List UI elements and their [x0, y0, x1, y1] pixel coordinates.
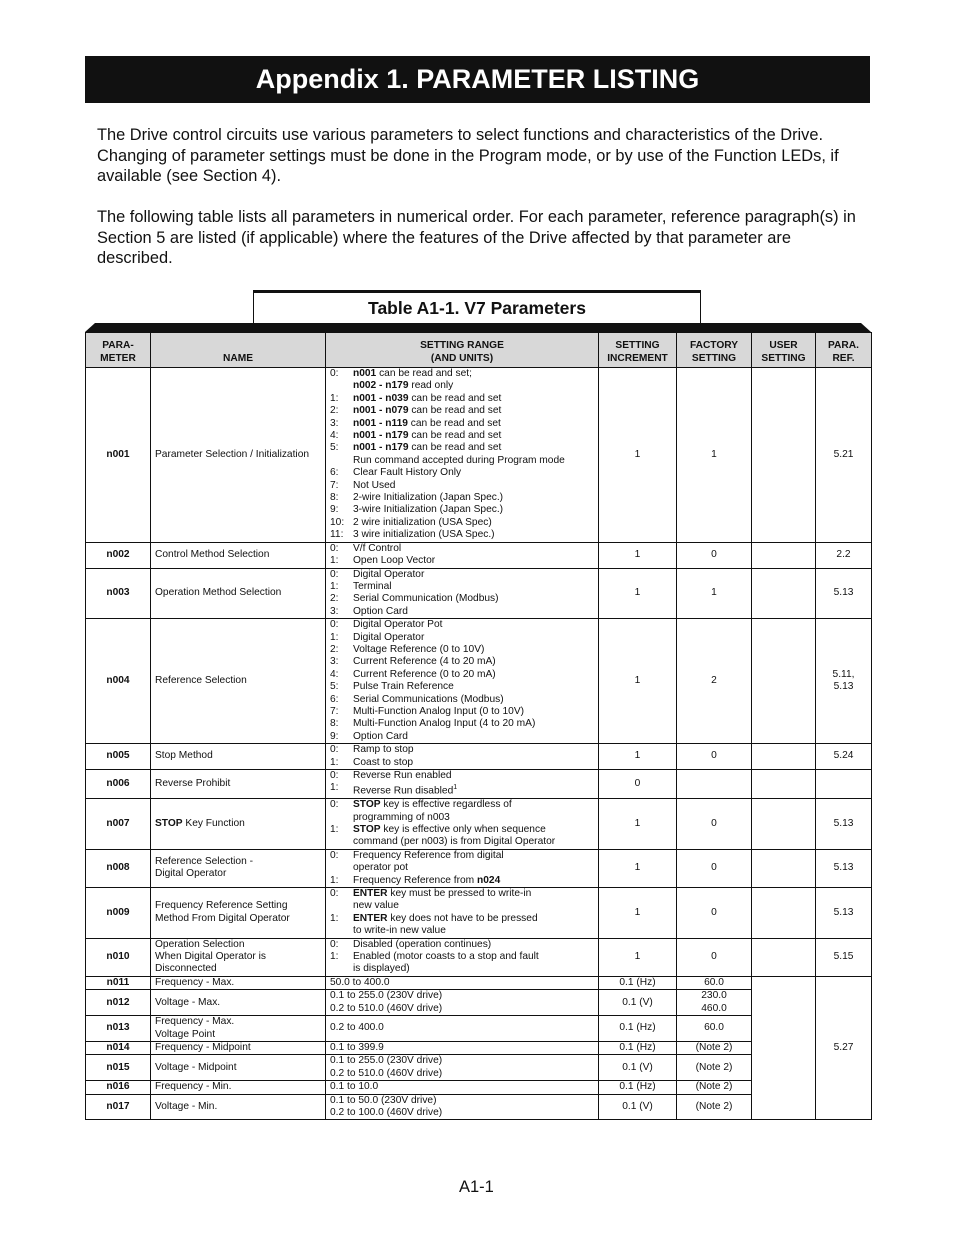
range-option: new value: [353, 900, 399, 912]
range-option: 0: Digital Operator Pot: [330, 619, 443, 631]
range-option: 1: Digital Operator: [330, 631, 425, 643]
table-row: [86, 849, 872, 887]
setting-range: [326, 368, 599, 543]
range-option: 9: Option Card: [330, 730, 408, 742]
intro-paragraph-1: The Drive control circuits use various parameters to select functions and characteristics of the Drive. Changing of parameter settings must be done in the Program mode, or by use of the Function LEDs, if available (see Section 4).: [97, 126, 839, 185]
parameter-code: n011: [86, 976, 151, 989]
setting-increment: 1: [599, 368, 677, 543]
header-parameter: PARA- METER: [86, 333, 151, 368]
setting-range: 0.1 to 10.0: [326, 1081, 599, 1094]
range-option: 7: Multi-Function Analog Input (0 to 10V): [330, 705, 525, 717]
table-row: [86, 542, 872, 568]
parameter-code: n005: [86, 744, 151, 770]
setting-range: [326, 744, 599, 770]
setting-range: 0.1 to 50.0 (230V drive) 0.2 to 100.0 (460V drive): [326, 1094, 599, 1120]
parameter-table: [85, 332, 872, 1120]
parameter-code: n003: [86, 568, 151, 619]
range-option: 0: Digital Operator: [330, 568, 425, 580]
user-setting: [752, 744, 816, 770]
setting-range: 50.0 to 400.0: [326, 976, 599, 989]
range-option: 3: Option Card: [330, 605, 408, 617]
setting-range: [326, 542, 599, 568]
setting-increment: 0.1 (V): [599, 1055, 677, 1081]
range-option: to write-in new value: [353, 925, 446, 937]
parameter-name: Frequency - Max. Voltage Point: [151, 1016, 326, 1042]
para-ref: 2.2: [816, 542, 872, 568]
range-option: 1: Coast to stop: [330, 756, 414, 768]
user-setting: [752, 976, 816, 1119]
setting-increment: 0.1 (V): [599, 990, 677, 1016]
user-setting: [752, 888, 816, 939]
parameter-code: n010: [86, 938, 151, 976]
parameter-name: Voltage - Midpoint: [151, 1055, 326, 1081]
range-option: 1: Frequency Reference from n024: [330, 874, 501, 886]
parameter-code: n009: [86, 888, 151, 939]
user-setting: [752, 849, 816, 887]
setting-increment: 1: [599, 619, 677, 744]
parameter-name: Reverse Prohibit: [151, 770, 326, 799]
range-option: Run command accepted during Program mode: [353, 454, 565, 466]
factory-setting: 60.0: [677, 976, 752, 989]
user-setting: [752, 542, 816, 568]
range-option: command (per n003) is from Digital Operator: [353, 836, 556, 848]
range-option: 0: n001 can be read and set;: [330, 368, 472, 379]
para-ref: 5.24: [816, 744, 872, 770]
setting-increment: 1: [599, 568, 677, 619]
setting-increment: 1: [599, 799, 677, 850]
range-option: 6: Clear Fault History Only: [330, 467, 462, 479]
header-factory-setting: FACTORY SETTING: [677, 333, 752, 368]
range-option: programming of n003: [353, 811, 450, 823]
setting-increment: 1: [599, 888, 677, 939]
setting-increment: 0: [599, 770, 677, 799]
range-option: 6: Serial Communications (Modbus): [330, 693, 504, 705]
parameter-name: Frequency - Midpoint: [151, 1041, 326, 1054]
range-option: 8: Multi-Function Analog Input (4 to 20 mA): [330, 718, 536, 730]
page-number: A1-1: [459, 1178, 494, 1196]
factory-setting: 230.0 460.0: [677, 990, 752, 1016]
para-ref: [816, 770, 872, 799]
factory-setting: 0: [677, 542, 752, 568]
parameter-name: Frequency Reference Setting Method From Digital Operator: [151, 888, 326, 939]
range-option: 1: Open Loop Vector: [330, 555, 436, 567]
para-ref: 5.13: [816, 888, 872, 939]
setting-increment: 0.1 (Hz): [599, 1016, 677, 1042]
range-option: 1: Terminal: [330, 580, 392, 592]
parameter-code: n016: [86, 1081, 151, 1094]
range-option: operator pot: [353, 862, 408, 874]
range-option: 1: Reverse Run disabled$^1$: [330, 782, 458, 797]
parameter-code: n017: [86, 1094, 151, 1120]
setting-range: [326, 568, 599, 619]
range-option: 5: Pulse Train Reference: [330, 681, 454, 693]
factory-setting: 2: [677, 619, 752, 744]
parameter-name: STOP Key Function: [151, 799, 326, 850]
header-user-setting: USER SETTING: [752, 333, 816, 368]
setting-range: [326, 888, 599, 939]
factory-setting: 0: [677, 744, 752, 770]
parameter-code: n002: [86, 542, 151, 568]
para-ref: 5.13: [816, 799, 872, 850]
intro-paragraph-2: The following table lists all parameters in numerical order. For each parameter, reference paragraph(s) in Section 5 are listed (if applicable) where the features of the Drive affected by that parameter are described.: [97, 208, 856, 267]
setting-increment: 0.1 (Hz): [599, 1041, 677, 1054]
table-title: Table A1-1. V7 Parameters: [253, 290, 701, 323]
user-setting: [752, 619, 816, 744]
range-option: 7: Not Used: [330, 479, 396, 491]
setting-range: 0.2 to 400.0: [326, 1016, 599, 1042]
factory-setting: 0: [677, 849, 752, 887]
setting-increment: 1: [599, 744, 677, 770]
parameter-code: n006: [86, 770, 151, 799]
factory-setting: 0: [677, 938, 752, 976]
factory-setting: 0: [677, 888, 752, 939]
setting-increment: 0.1 (V): [599, 1094, 677, 1120]
parameter-code: n004: [86, 619, 151, 744]
range-option: 1: STOP key is effective only when sequence: [330, 824, 546, 836]
setting-range: [326, 849, 599, 887]
header-para-ref: PARA. REF.: [816, 333, 872, 368]
setting-range: [326, 619, 599, 744]
parameter-name: Operation Selection When Digital Operator is Disconnected: [151, 938, 326, 976]
factory-setting: (Note 2): [677, 1094, 752, 1120]
parameter-code: n008: [86, 849, 151, 887]
parameter-name: Voltage - Max.: [151, 990, 326, 1016]
header-setting-increment: SETTING INCREMENT: [599, 333, 677, 368]
table-row: [86, 799, 872, 850]
range-option: 11: 3 wire initialization (USA Spec.): [330, 529, 495, 541]
factory-setting: (Note 2): [677, 1081, 752, 1094]
range-option: 0: V/f Control: [330, 542, 402, 554]
range-option: 4: n001 - n179 can be read and set: [330, 430, 502, 442]
header-setting-range: SETTING RANGE (AND UNITS): [326, 333, 599, 368]
parameter-code: n013: [86, 1016, 151, 1042]
parameter-code: n015: [86, 1055, 151, 1081]
para-ref: 5.13: [816, 568, 872, 619]
range-option: 0: ENTER key must be pressed to write-in: [330, 888, 532, 900]
setting-range: 0.1 to 255.0 (230V drive) 0.2 to 510.0 (460V drive): [326, 990, 599, 1016]
range-option: 0: Ramp to stop: [330, 744, 414, 756]
factory-setting: 1: [677, 568, 752, 619]
header-name: NAME: [151, 333, 326, 368]
parameter-name: Stop Method: [151, 744, 326, 770]
setting-range: [326, 938, 599, 976]
setting-increment: 1: [599, 542, 677, 568]
parameter-name: Voltage - Min.: [151, 1094, 326, 1120]
user-setting: [752, 938, 816, 976]
range-option: 0: STOP key is effective regardless of: [330, 799, 512, 811]
parameter-code: n007: [86, 799, 151, 850]
setting-range: 0.1 to 255.0 (230V drive) 0.2 to 510.0 (460V drive): [326, 1055, 599, 1081]
table-row: [86, 976, 872, 989]
para-ref: 5.21: [816, 368, 872, 543]
table-top-bar: [85, 323, 871, 332]
parameter-code: n014: [86, 1041, 151, 1054]
setting-range: 0.1 to 399.9: [326, 1041, 599, 1054]
table-row: [86, 368, 872, 543]
range-option: 4: Current Reference (0 to 20 mA): [330, 668, 496, 680]
parameter-code: n001: [86, 368, 151, 543]
range-option: 8: 2-wire Initialization (Japan Spec.): [330, 492, 504, 504]
range-option: 0: Frequency Reference from digital: [330, 849, 504, 861]
factory-setting: 60.0: [677, 1016, 752, 1042]
para-ref: 5.27: [816, 976, 872, 1119]
factory-setting: 0: [677, 799, 752, 850]
user-setting: [752, 568, 816, 619]
factory-setting: [677, 770, 752, 799]
para-ref: 5.11, 5.13: [816, 619, 872, 744]
table-header-row: [86, 333, 872, 368]
parameter-name: Reference Selection - Digital Operator: [151, 849, 326, 887]
parameter-code: n012: [86, 990, 151, 1016]
range-option: is displayed): [353, 963, 410, 975]
parameter-name: Reference Selection: [151, 619, 326, 744]
range-option: 1: Enabled (motor coasts to a stop and fault: [330, 951, 539, 963]
setting-increment: 1: [599, 849, 677, 887]
setting-range: [326, 770, 599, 799]
para-ref: 5.13: [816, 849, 872, 887]
parameter-name: Operation Method Selection: [151, 568, 326, 619]
range-option: 1: ENTER key does not have to be pressed: [330, 912, 538, 924]
table-row: [86, 744, 872, 770]
range-option: 2: Serial Communication (Modbus): [330, 593, 499, 605]
parameter-name: Control Method Selection: [151, 542, 326, 568]
range-option: 0: Disabled (operation continues): [330, 938, 492, 950]
setting-range: [326, 799, 599, 850]
user-setting: [752, 770, 816, 799]
range-option: 2: n001 - n079 can be read and set: [330, 405, 502, 417]
range-option: 2: Voltage Reference (0 to 10V): [330, 643, 485, 655]
table-row: [86, 568, 872, 619]
factory-setting: 1: [677, 368, 752, 543]
range-option: 3: n001 - n119 can be read and set: [330, 417, 501, 429]
factory-setting: (Note 2): [677, 1041, 752, 1054]
parameter-name: Parameter Selection / Initialization: [151, 368, 326, 543]
table-row: [86, 938, 872, 976]
range-option: 5: n001 - n179 can be read and set: [330, 442, 502, 454]
setting-increment: 0.1 (Hz): [599, 1081, 677, 1094]
table-row: [86, 770, 872, 799]
para-ref: 5.15: [816, 938, 872, 976]
range-option: 9: 3-wire Initialization (Japan Spec.): [330, 504, 504, 516]
table-row: [86, 619, 872, 744]
user-setting: [752, 799, 816, 850]
table-row: [86, 888, 872, 939]
range-option: 10: 2 wire initialization (USA Spec): [330, 516, 492, 528]
user-setting: [752, 368, 816, 543]
range-option: 0: Reverse Run enabled: [330, 770, 452, 781]
parameter-name: Frequency - Min.: [151, 1081, 326, 1094]
setting-increment: 0.1 (Hz): [599, 976, 677, 989]
range-option: n002 - n179 read only: [353, 380, 454, 392]
setting-increment: 1: [599, 938, 677, 976]
range-option: 3: Current Reference (4 to 20 mA): [330, 656, 496, 668]
factory-setting: (Note 2): [677, 1055, 752, 1081]
page-title: Appendix 1. PARAMETER LISTING: [85, 56, 870, 103]
range-option: 1: n001 - n039 can be read and set: [330, 392, 502, 404]
parameter-name: Frequency - Max.: [151, 976, 326, 989]
